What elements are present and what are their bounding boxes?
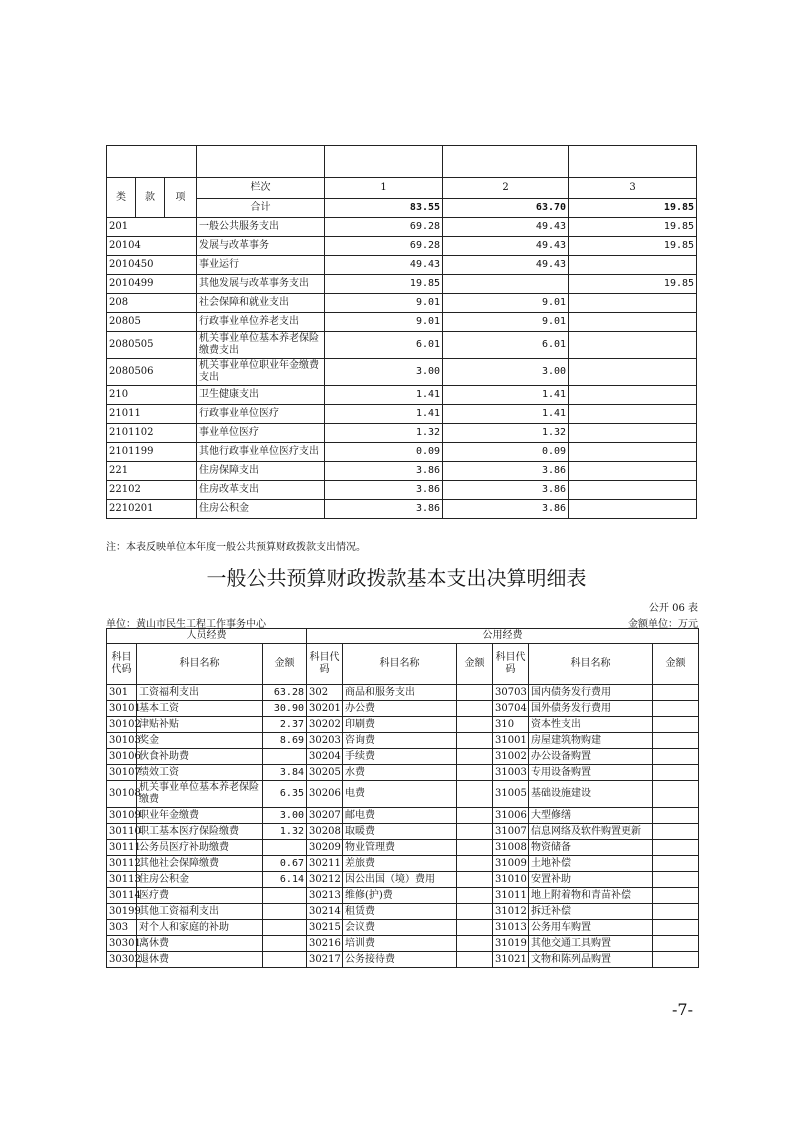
row-value-3 xyxy=(569,462,697,481)
item-code: 30216 xyxy=(307,936,343,952)
item-amount: 2.37 xyxy=(263,717,307,733)
item-name: 绩效工资 xyxy=(137,765,263,781)
item-name: 职业年金缴费 xyxy=(137,808,263,824)
item-code: 30208 xyxy=(307,824,343,840)
item-code: 31010 xyxy=(493,872,529,888)
item-amount xyxy=(457,733,493,749)
row-value-2 xyxy=(443,275,569,294)
table-row xyxy=(107,765,699,781)
col-name: 科目名称 xyxy=(529,644,653,685)
item-amount xyxy=(457,781,493,808)
page-title: 一般公共预算财政拨款基本支出决算明细表 xyxy=(206,566,587,590)
table-row xyxy=(107,424,697,443)
table-row xyxy=(107,481,697,500)
table-header-row xyxy=(107,178,697,199)
item-name: 取暖费 xyxy=(343,824,457,840)
item-amount xyxy=(653,808,699,824)
row-value-2: 49.43 xyxy=(443,256,569,275)
total-label: 合计 xyxy=(197,199,325,218)
item-amount xyxy=(457,936,493,952)
table-row xyxy=(107,888,699,904)
item-amount xyxy=(457,685,493,701)
item-name: 维修(护)费 xyxy=(343,888,457,904)
expenditure-table xyxy=(106,145,697,519)
row-value-1: 3.86 xyxy=(325,500,443,519)
table-row xyxy=(107,920,699,936)
table-row xyxy=(107,218,697,237)
row-name: 其他行政事业单位医疗支出 xyxy=(197,443,325,462)
table-row xyxy=(107,500,697,519)
item-amount xyxy=(457,824,493,840)
item-name: 津贴补贴 xyxy=(137,717,263,733)
row-value-2: 49.43 xyxy=(443,237,569,256)
item-name: 公务员医疗补助缴费 xyxy=(137,840,263,856)
row-value-1: 69.28 xyxy=(325,237,443,256)
basic-expenditure-table xyxy=(106,628,699,968)
item-name: 咨询费 xyxy=(343,733,457,749)
item-code: 30206 xyxy=(307,781,343,808)
item-amount: 8.69 xyxy=(263,733,307,749)
unit-label: 单位：黄山市民生工程工作事务中心 xyxy=(106,619,266,630)
item-amount xyxy=(653,749,699,765)
row-name: 其他发展与改革事务支出 xyxy=(197,275,325,294)
form-number: 公开 06 表 xyxy=(648,603,698,614)
row-value-2: 3.86 xyxy=(443,500,569,519)
item-code: 30205 xyxy=(307,765,343,781)
item-code: 31007 xyxy=(493,824,529,840)
item-amount xyxy=(457,872,493,888)
header-col1: 1 xyxy=(325,178,443,199)
item-name: 邮电费 xyxy=(343,808,457,824)
item-code: 30112 xyxy=(107,856,137,872)
row-code: 2210201 xyxy=(107,500,197,519)
table-row xyxy=(107,808,699,824)
row-value-3 xyxy=(569,386,697,405)
header-lei: 类 xyxy=(107,178,136,218)
item-code: 30110 xyxy=(107,824,137,840)
row-value-1: 1.41 xyxy=(325,405,443,424)
table-row xyxy=(107,386,697,405)
item-amount xyxy=(457,717,493,733)
item-name: 物业管理费 xyxy=(343,840,457,856)
item-code: 31003 xyxy=(493,765,529,781)
item-code: 30199 xyxy=(107,904,137,920)
table-row xyxy=(107,904,699,920)
item-name: 租赁费 xyxy=(343,904,457,920)
item-name: 奖金 xyxy=(137,733,263,749)
item-name: 物资储备 xyxy=(529,840,653,856)
item-amount: 0.67 xyxy=(263,856,307,872)
row-code: 2010450 xyxy=(107,256,197,275)
item-name: 大型修缮 xyxy=(529,808,653,824)
item-amount xyxy=(653,824,699,840)
row-value-1: 19.85 xyxy=(325,275,443,294)
item-amount xyxy=(457,765,493,781)
item-name: 资本性支出 xyxy=(529,717,653,733)
row-code: 2101199 xyxy=(107,443,197,462)
row-name: 事业单位医疗 xyxy=(197,424,325,443)
row-name: 行政事业单位养老支出 xyxy=(197,313,325,332)
header-xiang: 项 xyxy=(165,178,197,218)
item-code: 30102 xyxy=(107,717,137,733)
item-name: 土地补偿 xyxy=(529,856,653,872)
item-name: 差旅费 xyxy=(343,856,457,872)
item-code: 301 xyxy=(107,685,137,701)
row-value-3 xyxy=(569,332,697,359)
row-code: 2101102 xyxy=(107,424,197,443)
item-amount xyxy=(457,888,493,904)
table-row xyxy=(107,294,697,313)
item-code: 30211 xyxy=(307,856,343,872)
item-code: 30213 xyxy=(307,888,343,904)
row-value-1: 1.32 xyxy=(325,424,443,443)
row-name: 一般公共服务支出 xyxy=(197,218,325,237)
item-amount xyxy=(263,840,307,856)
col-name: 科目名称 xyxy=(343,644,457,685)
item-amount xyxy=(457,920,493,936)
item-name: 专用设备购置 xyxy=(529,765,653,781)
row-value-2: 9.01 xyxy=(443,294,569,313)
item-amount xyxy=(653,872,699,888)
total-value-1: 83.55 xyxy=(325,199,443,218)
item-code: 31013 xyxy=(493,920,529,936)
item-name: 文物和陈列品购置 xyxy=(529,952,653,968)
row-value-3 xyxy=(569,359,697,386)
row-code: 20104 xyxy=(107,237,197,256)
item-amount xyxy=(653,717,699,733)
item-name: 培训费 xyxy=(343,936,457,952)
total-value-3: 19.85 xyxy=(569,199,697,218)
row-name: 社会保障和就业支出 xyxy=(197,294,325,313)
item-code: 310 xyxy=(493,717,529,733)
item-amount xyxy=(653,888,699,904)
row-code: 2080505 xyxy=(107,332,197,359)
item-amount xyxy=(653,701,699,717)
item-code: 30207 xyxy=(307,808,343,824)
item-code: 30301 xyxy=(107,936,137,952)
row-value-3 xyxy=(569,313,697,332)
item-amount xyxy=(653,952,699,968)
item-amount xyxy=(457,701,493,717)
item-amount: 1.32 xyxy=(263,824,307,840)
row-value-2: 1.41 xyxy=(443,405,569,424)
table-row xyxy=(107,462,697,481)
item-code: 30111 xyxy=(107,840,137,856)
item-code: 30103 xyxy=(107,733,137,749)
row-value-1: 6.01 xyxy=(325,332,443,359)
item-amount xyxy=(653,856,699,872)
row-value-2: 0.09 xyxy=(443,443,569,462)
item-name: 退休费 xyxy=(137,952,263,968)
item-amount xyxy=(653,781,699,808)
item-name: 安置补助 xyxy=(529,872,653,888)
item-amount xyxy=(263,920,307,936)
row-value-1: 1.41 xyxy=(325,386,443,405)
col-amount: 金额 xyxy=(263,644,307,685)
item-name: 其他交通工具购置 xyxy=(529,936,653,952)
table-row xyxy=(107,443,697,462)
item-amount: 6.14 xyxy=(263,872,307,888)
item-amount xyxy=(263,888,307,904)
item-amount xyxy=(457,904,493,920)
group-header-row xyxy=(107,629,699,644)
item-name: 工资福利支出 xyxy=(137,685,263,701)
row-value-2: 6.01 xyxy=(443,332,569,359)
row-value-3 xyxy=(569,443,697,462)
table-row xyxy=(107,685,699,701)
item-amount xyxy=(653,765,699,781)
group-public: 公用经费 xyxy=(307,629,699,644)
item-name: 公务用车购置 xyxy=(529,920,653,936)
item-name: 职工基本医疗保险缴费 xyxy=(137,824,263,840)
page-number: -7- xyxy=(672,1000,693,1019)
item-code: 30704 xyxy=(493,701,529,717)
table-note: 注：本表反映单位本年度一般公共预算财政拨款支出情况。 xyxy=(106,542,366,553)
row-name: 住房保障支出 xyxy=(197,462,325,481)
row-name: 住房公积金 xyxy=(197,500,325,519)
item-name: 商品和服务支出 xyxy=(343,685,457,701)
row-code: 22102 xyxy=(107,481,197,500)
header-col3: 3 xyxy=(569,178,697,199)
table-row xyxy=(107,936,699,952)
item-code: 30202 xyxy=(307,717,343,733)
row-value-3 xyxy=(569,405,697,424)
item-name: 离休费 xyxy=(137,936,263,952)
item-code: 30215 xyxy=(307,920,343,936)
table-row xyxy=(107,824,699,840)
item-name: 伙食补助费 xyxy=(137,749,263,765)
row-value-2: 49.43 xyxy=(443,218,569,237)
header-kuan: 款 xyxy=(136,178,165,218)
table-row xyxy=(107,952,699,968)
item-amount: 63.28 xyxy=(263,685,307,701)
item-code: 30106 xyxy=(107,749,137,765)
item-code: 31012 xyxy=(493,904,529,920)
col-amount: 金额 xyxy=(457,644,493,685)
row-name: 机关事业单位基本养老保险缴费支出 xyxy=(197,332,325,359)
row-name: 住房改革支出 xyxy=(197,481,325,500)
item-code: 31001 xyxy=(493,733,529,749)
table-row xyxy=(107,717,699,733)
item-code: 303 xyxy=(107,920,137,936)
item-amount: 3.00 xyxy=(263,808,307,824)
row-code: 20805 xyxy=(107,313,197,332)
row-code: 201 xyxy=(107,218,197,237)
item-name: 基本工资 xyxy=(137,701,263,717)
item-code: 31019 xyxy=(493,936,529,952)
item-amount xyxy=(653,904,699,920)
row-code: 208 xyxy=(107,294,197,313)
item-code: 31021 xyxy=(493,952,529,968)
item-name: 水费 xyxy=(343,765,457,781)
item-code: 30113 xyxy=(107,872,137,888)
table-row xyxy=(107,332,697,359)
item-code: 31005 xyxy=(493,781,529,808)
table-row xyxy=(107,275,697,294)
row-value-2: 9.01 xyxy=(443,313,569,332)
item-amount xyxy=(457,856,493,872)
row-value-1: 49.43 xyxy=(325,256,443,275)
item-code: 30108 xyxy=(107,781,137,808)
item-name: 国外债务发行费用 xyxy=(529,701,653,717)
item-amount xyxy=(263,749,307,765)
row-name: 行政事业单位医疗 xyxy=(197,405,325,424)
item-name: 机关事业单位基本养老保险缴费 xyxy=(137,781,263,808)
item-name: 拆迁补偿 xyxy=(529,904,653,920)
item-amount xyxy=(653,685,699,701)
row-name: 机关事业单位职业年金缴费支出 xyxy=(197,359,325,386)
row-value-1: 3.00 xyxy=(325,359,443,386)
row-value-2: 3.86 xyxy=(443,481,569,500)
item-amount xyxy=(457,749,493,765)
item-name: 办公设备购置 xyxy=(529,749,653,765)
column-header-row xyxy=(107,644,699,685)
row-name: 事业运行 xyxy=(197,256,325,275)
row-value-2: 3.86 xyxy=(443,462,569,481)
row-value-3: 19.85 xyxy=(569,275,697,294)
item-code: 30217 xyxy=(307,952,343,968)
item-code: 31006 xyxy=(493,808,529,824)
table-row xyxy=(107,872,699,888)
row-name: 卫生健康支出 xyxy=(197,386,325,405)
item-amount xyxy=(263,936,307,952)
row-value-2: 1.41 xyxy=(443,386,569,405)
row-value-3 xyxy=(569,424,697,443)
item-code: 30703 xyxy=(493,685,529,701)
item-name: 信息网络及软件购置更新 xyxy=(529,824,653,840)
col-name: 科目名称 xyxy=(137,644,263,685)
item-name: 地上附着物和青苗补偿 xyxy=(529,888,653,904)
item-amount: 6.35 xyxy=(263,781,307,808)
item-code: 31011 xyxy=(493,888,529,904)
item-name: 因公出国（境）费用 xyxy=(343,872,457,888)
col-code: 科目代码 xyxy=(493,644,529,685)
item-name: 国内债务发行费用 xyxy=(529,685,653,701)
item-name: 房屋建筑物购建 xyxy=(529,733,653,749)
table-row xyxy=(107,749,699,765)
header-col2: 2 xyxy=(443,178,569,199)
table-row xyxy=(107,146,697,178)
item-amount: 3.84 xyxy=(263,765,307,781)
item-code: 30214 xyxy=(307,904,343,920)
item-name: 办公费 xyxy=(343,701,457,717)
amount-unit: 金额单位：万元 xyxy=(628,619,698,630)
row-name: 发展与改革事务 xyxy=(197,237,325,256)
item-name: 医疗费 xyxy=(137,888,263,904)
item-name: 对个人和家庭的补助 xyxy=(137,920,263,936)
table-row xyxy=(107,256,697,275)
row-code: 2080506 xyxy=(107,359,197,386)
item-amount xyxy=(457,952,493,968)
item-name: 电费 xyxy=(343,781,457,808)
row-value-1: 3.86 xyxy=(325,462,443,481)
item-amount xyxy=(653,936,699,952)
table-row xyxy=(107,856,699,872)
item-name: 基础设施建设 xyxy=(529,781,653,808)
total-value-2: 63.70 xyxy=(443,199,569,218)
item-name: 其他工资福利支出 xyxy=(137,904,263,920)
row-value-1: 3.86 xyxy=(325,481,443,500)
item-code: 30114 xyxy=(107,888,137,904)
row-value-3 xyxy=(569,500,697,519)
table-row xyxy=(107,313,697,332)
row-code: 21011 xyxy=(107,405,197,424)
item-code: 31008 xyxy=(493,840,529,856)
header-lanci: 栏次 xyxy=(197,178,325,199)
row-value-3 xyxy=(569,481,697,500)
item-code: 31009 xyxy=(493,856,529,872)
col-amount: 金额 xyxy=(653,644,699,685)
item-code: 30101 xyxy=(107,701,137,717)
row-code: 221 xyxy=(107,462,197,481)
item-amount xyxy=(457,808,493,824)
row-value-1: 0.09 xyxy=(325,443,443,462)
item-code: 30209 xyxy=(307,840,343,856)
row-value-2: 3.00 xyxy=(443,359,569,386)
item-amount: 30.90 xyxy=(263,701,307,717)
table-row xyxy=(107,733,699,749)
item-code: 30107 xyxy=(107,765,137,781)
col-code: 科目代码 xyxy=(107,644,137,685)
item-name: 会议费 xyxy=(343,920,457,936)
item-code: 30109 xyxy=(107,808,137,824)
item-code: 30204 xyxy=(307,749,343,765)
item-code: 30302 xyxy=(107,952,137,968)
row-value-1: 9.01 xyxy=(325,313,443,332)
item-code: 31002 xyxy=(493,749,529,765)
table-row xyxy=(107,359,697,386)
item-amount xyxy=(263,904,307,920)
col-code: 科目代码 xyxy=(307,644,343,685)
table-row xyxy=(107,781,699,808)
item-code: 30201 xyxy=(307,701,343,717)
group-personnel: 人员经费 xyxy=(107,629,307,644)
row-value-3 xyxy=(569,256,697,275)
item-amount xyxy=(653,733,699,749)
row-code: 2010499 xyxy=(107,275,197,294)
item-name: 住房公积金 xyxy=(137,872,263,888)
item-code: 302 xyxy=(307,685,343,701)
table-row xyxy=(107,840,699,856)
table-row xyxy=(107,405,697,424)
item-name: 手续费 xyxy=(343,749,457,765)
table-row xyxy=(107,701,699,717)
item-amount xyxy=(263,952,307,968)
row-value-1: 69.28 xyxy=(325,218,443,237)
item-code: 30203 xyxy=(307,733,343,749)
row-value-1: 9.01 xyxy=(325,294,443,313)
row-value-3 xyxy=(569,294,697,313)
item-name: 印刷费 xyxy=(343,717,457,733)
table-row xyxy=(107,237,697,256)
row-value-3: 19.85 xyxy=(569,218,697,237)
item-code: 30212 xyxy=(307,872,343,888)
row-value-3: 19.85 xyxy=(569,237,697,256)
item-name: 公务接待费 xyxy=(343,952,457,968)
row-value-2: 1.32 xyxy=(443,424,569,443)
item-amount xyxy=(457,840,493,856)
row-code: 210 xyxy=(107,386,197,405)
item-amount xyxy=(653,840,699,856)
item-name: 其他社会保障缴费 xyxy=(137,856,263,872)
item-amount xyxy=(653,920,699,936)
